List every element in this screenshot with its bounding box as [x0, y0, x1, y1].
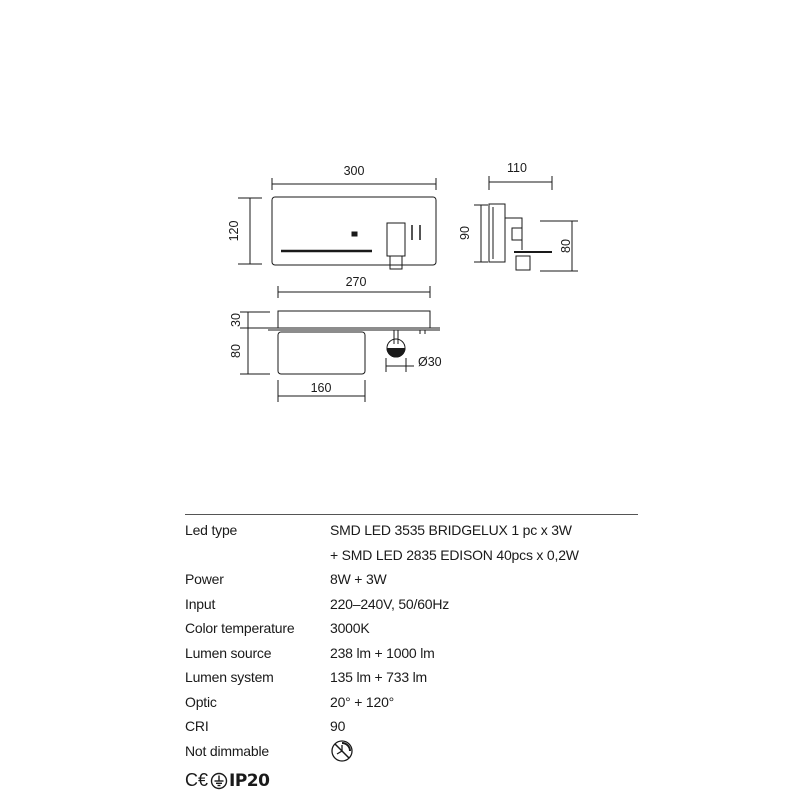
- spec-row-not-dimmable: [185, 739, 638, 764]
- spec-row-optic: [185, 690, 638, 715]
- spec-value: [330, 518, 638, 567]
- spec-value: 8W + 3W: [330, 571, 387, 587]
- not-dimmable-icon: [330, 739, 354, 763]
- spec-label: Input: [185, 595, 216, 612]
- spec-label: Lumen system: [185, 669, 274, 685]
- ce-mark: C€: [185, 770, 209, 790]
- spec-label: Power: [185, 571, 224, 587]
- spec-value: 20° + 120°: [330, 693, 395, 710]
- spec-value: 135 lm + 733 lm: [330, 669, 427, 685]
- certification-marks: [185, 770, 269, 791]
- spec-value: 238 lm + 1000 lm: [330, 644, 435, 661]
- top-view: [240, 286, 440, 402]
- front-width-label: 300: [343, 164, 365, 178]
- spec-row-cri: [185, 714, 638, 739]
- spec-value: [330, 739, 638, 764]
- spec-row-led-type: [185, 518, 638, 567]
- ip-rating: IP20: [229, 770, 270, 791]
- spot-diameter-label: Ø30: [418, 355, 442, 369]
- top-shelf-depth-label: 80: [229, 344, 243, 358]
- spec-value-line: + SMD LED 2835 EDISON 40pcs x 0,2W: [330, 546, 579, 563]
- spec-label: Led type: [185, 522, 238, 538]
- spec-value: 90: [330, 718, 346, 734]
- spec-label: Lumen source: [185, 644, 272, 661]
- spec-row-color-temperature: [185, 616, 638, 641]
- spec-value: 220–240V, 50/60Hz: [330, 595, 450, 612]
- side-depth-label: 110: [507, 161, 527, 175]
- top-width-label: 270: [345, 275, 367, 289]
- spec-label: Optic: [185, 693, 217, 710]
- top-depth-label: 30: [229, 313, 243, 327]
- top-shelf-width-label: 160: [310, 381, 332, 395]
- side-view: [474, 176, 578, 271]
- front-height-label: 120: [227, 220, 241, 242]
- spec-table: [185, 514, 638, 763]
- front-view: [238, 178, 436, 269]
- spec-row-lumen-system: [185, 665, 638, 690]
- spec-label: CRI: [185, 718, 209, 734]
- spec-row-power: [185, 567, 638, 592]
- spec-row-input: [185, 592, 638, 617]
- spec-label: Not dimmable: [185, 742, 269, 759]
- class-1-earth-icon: [210, 772, 228, 790]
- side-height-right-label: 80: [559, 239, 573, 253]
- spec-value-line: SMD LED 3535 BRIDGELUX 1 pc x 3W: [330, 522, 572, 538]
- spec-row-lumen-source: [185, 641, 638, 666]
- spec-label: Color temperature: [185, 620, 295, 636]
- side-height-left-label: 90: [458, 226, 472, 240]
- spec-value: 3000K: [330, 620, 370, 636]
